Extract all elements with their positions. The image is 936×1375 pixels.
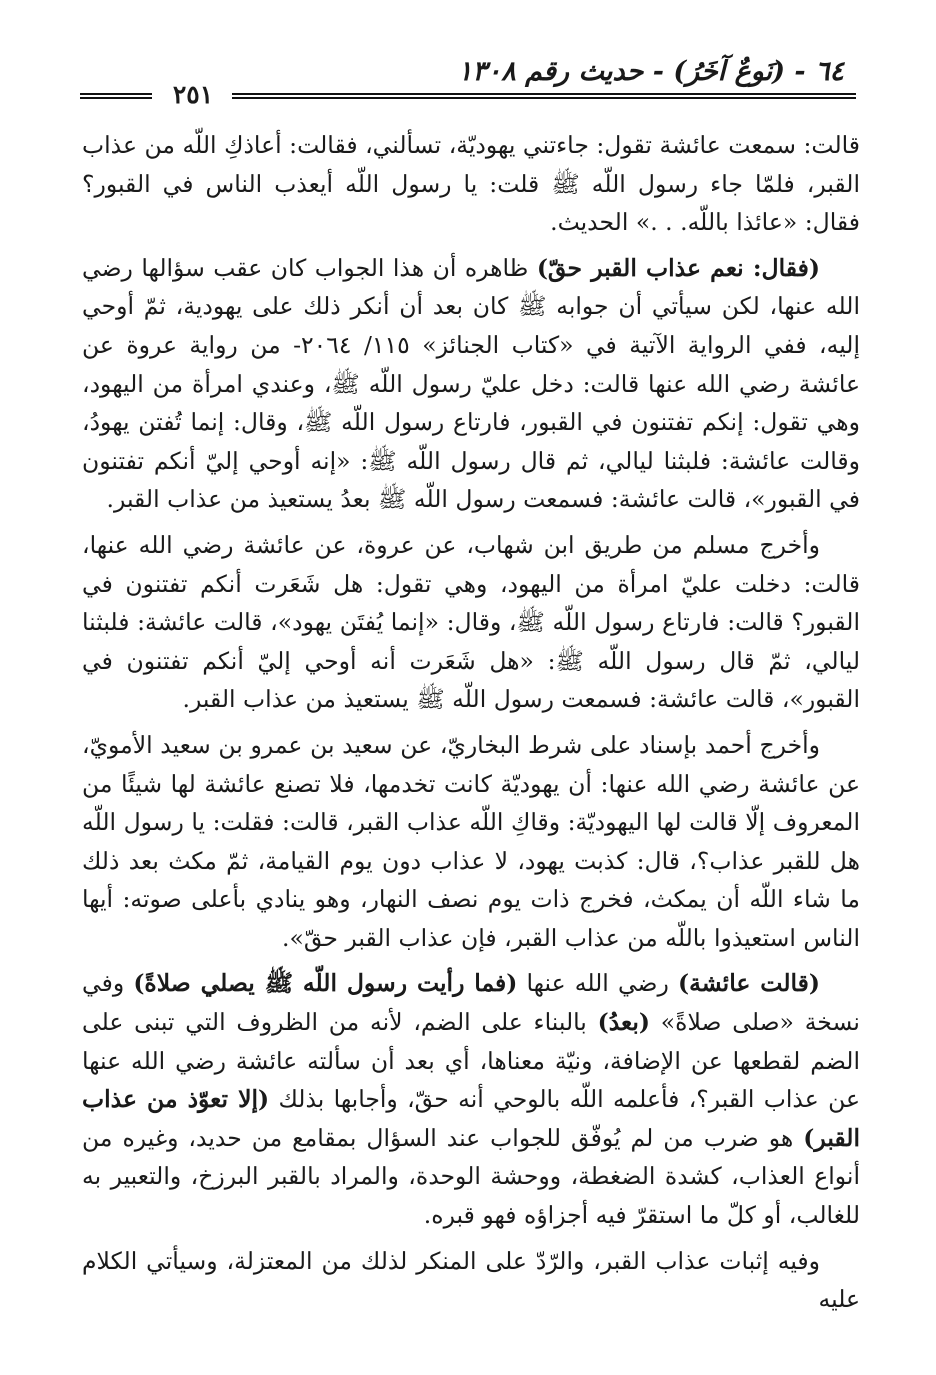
page-number: ٢٥١ — [172, 80, 214, 109]
text-run: وفيه إثبات عذاب القبر، والرّدّ على المنكر لذلك من المعتزلة، وسيأتي الكلام عليه — [82, 1246, 860, 1314]
bold-phrase: (قالت عائشة) — [678, 969, 820, 998]
text-run: رضي الله عنها — [517, 969, 678, 998]
paragraph — [82, 126, 860, 242]
body-text — [82, 126, 860, 1326]
text-run: بالبناء على الضم، لأنه من الظروف التي تبنى على الضم لقطعها عن الإضافة، ونيّة معناها، أي بعد أن سألته عائشة رضي الله عنها عن عذاب القبر؟، فأعلمه اللّه بالوحي أنه حقّ، وأجابها بذلك — [82, 1008, 860, 1114]
bold-phrase: (بعدُ) — [597, 1008, 651, 1037]
running-header-title: ٦٤ - (نَوعٌ آخَرُ) - حديث رقم ١٣٠٨ — [457, 56, 844, 87]
bold-phrase: (إلا تعوّذ من عذاب القبر) — [82, 1085, 860, 1152]
header-rule-long — [232, 93, 856, 99]
text-run: وأخرج مسلم من طريق ابن شهاب، عن عروة، عن عائشة رضي الله عنها، قالت: دخلت عليّ امرأة من اليهود، وهي تقول: هل شَعَرت أنكم تفتنون في القبور؟ قالت: فارتاع رسول اللّه ﷺ، وقال: «إنما يُفتَن يهود»، قالت عائشة: فلبثنا ليالي، ثمّ قال رسول اللّه ﷺ: «هل شَعَرت أنه أوحي إليّ أنكم تفتنون في القبور»، قالت عائشة: فسمعت رسول اللّه ﷺ يستعيذ من عذاب القبر. — [82, 530, 860, 714]
paragraph — [82, 526, 860, 719]
text-run: قالت: سمعت عائشة تقول: جاءتني يهوديّة، تسألني، فقالت: أعاذكِ اللّه من عذاب القبر، فلمّا جاء رسول اللّه ﷺ قلت: يا رسول اللّه أيعذب الناس في القبور؟ فقال: «عائذا باللّه. . .» الحديث. — [82, 131, 860, 237]
text-run: ظاهره أن هذا الجواب كان عقب سؤالها رضي الله عنها، لكن سيأتي أن جوابه ﷺ كان بعد أن أنكر ذلك على يهودية، ثمّ أوحي إليه، ففي الرواية الآتية في «كتاب الجنائز» ١١٥/ ٢٠٦٤- من رواية عروة عن عائشة رضي الله عنها قالت: دخل عليّ رسول اللّه ﷺ، وعندي امرأة من اليهود، وهي تقول: إنكم تفتنون في القبور، فارتاع رسول اللّه ﷺ، وقال: إنما تُفتن يهودُ، وقالت عائشة: فلبثنا ليالي، ثم قال رسول اللّه ﷺ: «إنه أوحي إليّ أنكم تفتنون في القبور»، قالت عائشة: فسمعت رسول اللّه ﷺ بعدُ يستعيذ من عذاب القبر. — [82, 253, 860, 514]
bold-phrase: (فما رأيت رسول اللّه ﷺ يصلي صلاةً) — [133, 969, 518, 998]
paragraph — [82, 1242, 860, 1319]
paragraph — [82, 726, 860, 958]
text-run: وأخرج أحمد بإسناد على شرط البخاريّ، عن سعيد بن عمرو بن سعيد الأمويّ، عن عائشة رضي الله عنها: أن يهوديّة كانت تخدمها، فلا تصنع عائشة لها شيئًا من المعروف إلّا قالت لها اليهوديّة: وقاكِ اللّه عذاب القبر، قالت: فقلت: يا رسول اللّه هل للقبر عذاب؟، قال: كذبت يهود، لا عذاب دون يوم القيامة، ثمّ مكث بعد ذلك ما شاء اللّه أن يمكث، فخرج ذات يوم نصف النهار، وهو ينادي بأعلى صوته: أيها الناس استعيذوا باللّه من عذاب القبر، فإن عذاب القبر حقّ». — [82, 730, 860, 952]
paragraph — [82, 964, 860, 1234]
paragraph — [82, 249, 860, 519]
header-rule-short — [80, 93, 152, 99]
text-run: هو ضرب من لم يُوفّق للجواب عند السؤال بمقامع من حديد، وغيره من أنواع العذاب، كشدة الضغطة، ووحشة الوحدة، والمراد بالقبر البرزخ، والتعبير به للغالب، أو كلّ ما استقرّ فيه أجزاؤه فهو قبره. — [82, 1123, 860, 1230]
text-run: وفي نسخة «صلى صلاةً» — [82, 969, 860, 1037]
bold-phrase: (فقال: نعم عذاب القبر حقّ) — [536, 253, 821, 282]
